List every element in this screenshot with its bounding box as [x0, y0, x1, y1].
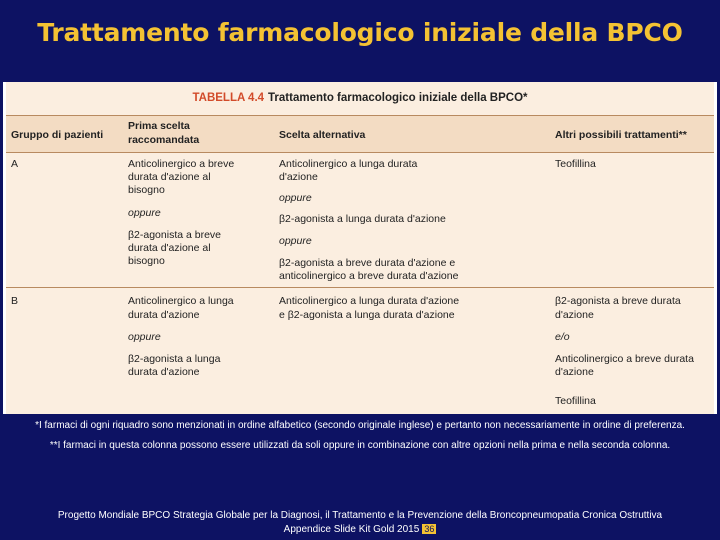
row-a-first-3: bisogno [128, 184, 165, 196]
row-a-alt-2: d'azione [279, 171, 318, 183]
table-caption-text: Trattamento farmacologico iniziale della BPCO* [268, 92, 528, 104]
row-a-first-2: durata d'azione al [128, 171, 211, 183]
table-caption [6, 92, 714, 104]
source-line-2-text: Appendice Slide Kit Gold 2015 [283, 524, 420, 535]
row-b-first-5: durata d'azione [128, 366, 200, 378]
row-b-other-5: Teofillina [555, 395, 596, 407]
source-line-1: Progetto Mondiale BPCO Strategia Globale per la Diagnosi, il Trattamento e la Prevenzione della Broncopneumopatia Cronica Ostruttiva [57, 510, 663, 521]
slide-title: Trattamento farmacologico iniziale della BPCO [37, 18, 683, 47]
header-first-a: Prima scelta [128, 120, 190, 132]
header-first-b: raccomandata [128, 134, 200, 146]
row-b-other-1: β2-agonista a breve durata [555, 295, 681, 307]
row-a-first-1: Anticolinergico a breve [128, 158, 235, 170]
row-b-alt-1: Anticolinergico a lunga durata d'azione [279, 295, 460, 307]
row-b-other-4: d'azione [555, 366, 594, 378]
row-b-first-4: β2-agonista a lunga [128, 353, 221, 365]
row-b-other-and-or: e/o [555, 331, 570, 343]
row-b-first-2: durata d'azione [128, 309, 200, 321]
row-b-group: B [11, 295, 19, 307]
row-a-first-5: durata d'azione al [128, 242, 211, 254]
row-b-first-1: Anticolinergico a lunga [128, 295, 234, 307]
row-b-other-2: d'azione [555, 309, 594, 321]
footnote-1: *I farmaci di ogni riquadro sono menzionati in ordine alfabetico (secondo originale inglese) e pertanto non necessariamente in ordine di preferenza. [35, 420, 685, 431]
row-b-other-3: Anticolinergico a breve durata [555, 353, 694, 365]
table-panel [3, 82, 717, 414]
page-number: 36 [424, 524, 435, 534]
row-a-first-or: oppure [128, 207, 161, 219]
header-alternative: Scelta alternativa [279, 129, 366, 141]
header-other: Altri possibili trattamenti** [555, 129, 687, 141]
row-b-first-or: oppure [128, 331, 161, 343]
row-a-other-1: Teofillina [555, 158, 596, 170]
source-line-2 [0, 524, 720, 535]
row-a-alt-5: β2-agonista a breve durata d'azione e [279, 257, 456, 269]
row-a-group: A [11, 158, 19, 170]
row-a-alt-or-1: oppure [279, 192, 312, 204]
header-group: Gruppo di pazienti [11, 129, 104, 141]
row-a-alt-or-2: oppure [279, 235, 312, 247]
row-a-first-6: bisogno [128, 255, 165, 267]
row-a-alt-1: Anticolinergico a lunga durata [279, 158, 418, 170]
row-a-first-4: β2-agonista a breve [128, 229, 222, 241]
footnote-2: **I farmaci in questa colonna possono essere utilizzati da soli oppure in combinazione con altre opzioni nella prima e nella seconda colonna. [49, 440, 671, 451]
row-a-alt-3: β2-agonista a lunga durata d'azione [279, 213, 446, 225]
table-number: TABELLA 4.4 [192, 92, 265, 104]
row-a-alt-6: anticolinergico a breve durata d'azione [279, 270, 459, 282]
row-divider [6, 287, 714, 288]
row-b-alt-2: e β2-agonista a lunga durata d'azione [279, 309, 455, 321]
